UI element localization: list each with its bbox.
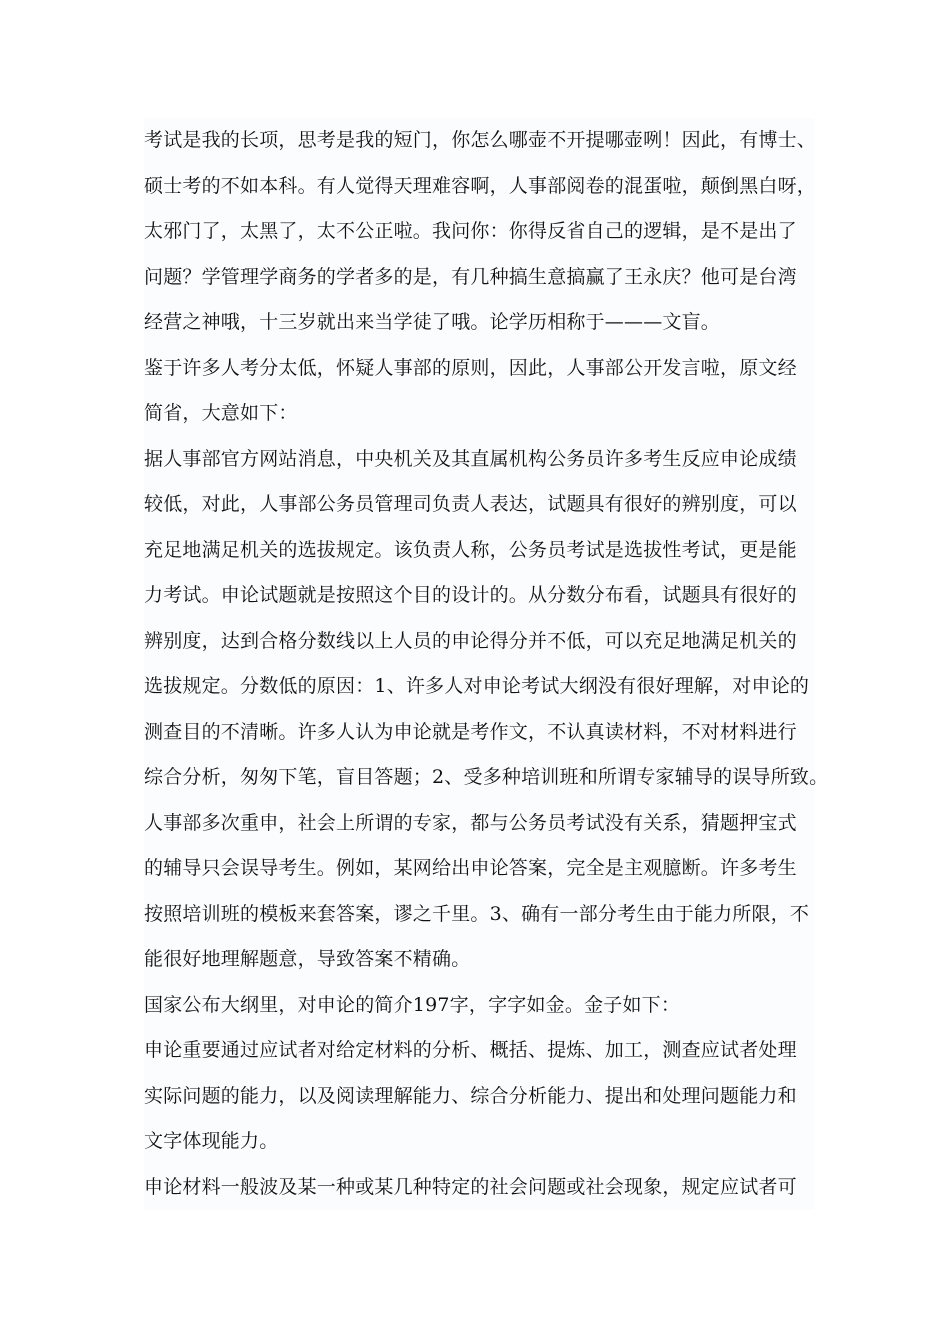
text-line: 国家公布大纲里，对申论的简介197字，字字如金。金子如下： [144,993,681,1016]
text-line: 按照培训班的模板来套答案，谬之千里。3、确有一部分考生由于能力所限，不 [144,902,810,925]
text-line: 太邪门了，太黑了，太不公正啦。我问你：你得反省自己的逻辑，是不是出了 [144,220,797,242]
text-line: 鉴于许多人考分太低，怀疑人事部的原则，因此，人事部公开发言啦，原文经 [144,356,797,379]
body-text [144,118,829,1210]
text-line: 较低，对此，人事部公务员管理司负责人表达，试题具有很好的辨别度，可以 [144,493,797,515]
text-line: 的辅导只会误导考生。例如，某网给出申论答案，完全是主观臆断。许多考生 [144,857,797,879]
text-line: 申论重要通过应试者对给定材料的分析、概括、提炼、加工，测查应试者处理 [144,1039,797,1061]
text-line: 人事部多次重申，社会上所谓的专家，都与公务员考试没有关系，猜题押宝式 [144,811,797,834]
text-line: 考试是我的长项，思考是我的短门，你怎么哪壶不开提哪壶咧！因此，有博士、 [144,129,817,151]
text-line: 力考试。申论试题就是按照这个目的设计的。从分数分布看，试题具有很好的 [144,584,797,606]
text-line: 简省，大意如下： [144,402,298,424]
text-line: 文字体现能力。 [144,1130,279,1152]
text-line: 综合分析，匆匆下笔，盲目答题；2、受多种培训班和所谓专家辅导的误导所致。 [144,766,829,788]
text-line: 经营之神哦，十三岁就出来当学徒了哦。论学历相称于———文盲。 [144,311,721,333]
text-line: 能很好地理解题意，导致答案不精确。 [144,948,471,970]
text-line: 测查目的不清晰。许多人认为申论就是考作文，不认真读材料，不对材料进行 [144,720,797,743]
text-line: 辨别度，达到合格分数线以上人员的申论得分并不低，可以充足地满足机关的 [144,629,797,652]
text-line: 硕士考的不如本科。有人觉得天理难容啊，人事部阅卷的混蛋啦，颠倒黑白呀， [144,174,817,197]
text-line: 问题？学管理学商务的学者多的是，有几种搞生意搞赢了王永庆？他可是台湾 [144,265,797,288]
text-line: 充足地满足机关的选拔规定。该负责人称，公务员考试是选拔性考试，更是能 [144,538,797,561]
text-line: 申论材料一般波及某一种或某几种特定的社会问题或社会现象，规定应试者可 [144,1175,797,1198]
text-line: 选拔规定。分数低的原因：1、许多人对申论考试大纲没有很好理解，对申论的 [144,675,810,697]
text-line: 实际问题的能力，以及阅读理解能力、综合分析能力、提出和处理问题能力和 [144,1084,797,1107]
text-line: 据人事部官方网站消息，中央机关及其直属机构公务员许多考生反应申论成绩 [144,447,797,470]
